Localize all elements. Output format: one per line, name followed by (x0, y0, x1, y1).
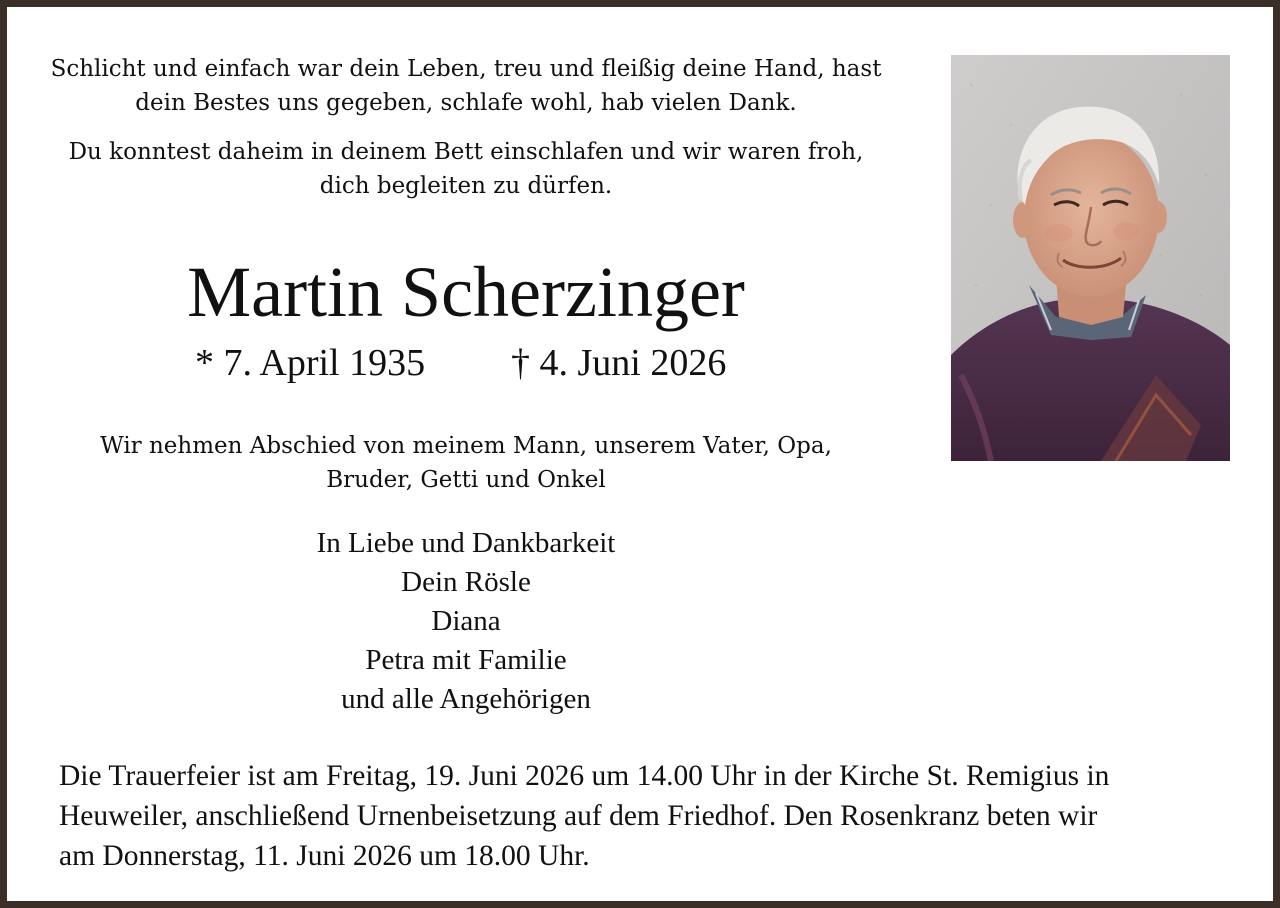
portrait-photo (951, 55, 1230, 461)
poem-line: Schlicht und einfach war dein Leben, treu und fleißig deine Hand, hast (50, 56, 882, 82)
signature-list (47, 524, 885, 719)
service-line: Die Trauerfeier ist am Freitag, 19. Juni 2026 um 14.00 Uhr in der Kirche St. Remigius in (59, 760, 1110, 792)
signature-line: In Liebe und Dankbarkeit (316, 527, 616, 559)
service-line: am Donnerstag, 11. Juni 2026 um 18.00 Uhr. (59, 840, 590, 872)
life-dates (47, 339, 885, 389)
deceased-name: Martin Scherzinger (187, 252, 745, 332)
service-details (59, 756, 1239, 876)
signature-line: Diana (431, 605, 501, 637)
poem-stanza-2 (47, 135, 885, 203)
poem-line: dein Bestes uns gegeben, schlafe wohl, hab vielen Dank. (135, 90, 797, 116)
farewell-line: Bruder, Getti und Onkel (326, 467, 606, 493)
signature-line: Petra mit Familie (365, 644, 567, 676)
farewell-line: Wir nehmen Abschied von meinem Mann, unserem Vater, Opa, (100, 433, 832, 459)
farewell-text (47, 429, 885, 497)
signature-line: Dein Rösle (401, 566, 531, 598)
poem-stanza-1 (47, 52, 885, 120)
birth-date: * 7. April 1935 (195, 342, 426, 384)
service-line: Heuweiler, anschließend Urnenbeisetzung auf dem Friedhof. Den Rosenkranz beten wir (59, 800, 1098, 832)
poem-line: dich begleiten zu dürfen. (319, 173, 613, 199)
signature-line: und alle Angehörigen (341, 683, 591, 715)
poem-line: Du konntest daheim in deinem Bett einschlafen und wir waren froh, (68, 139, 864, 165)
death-date: † 4. Juni 2026 (511, 342, 727, 384)
portrait-illustration (951, 55, 1230, 461)
